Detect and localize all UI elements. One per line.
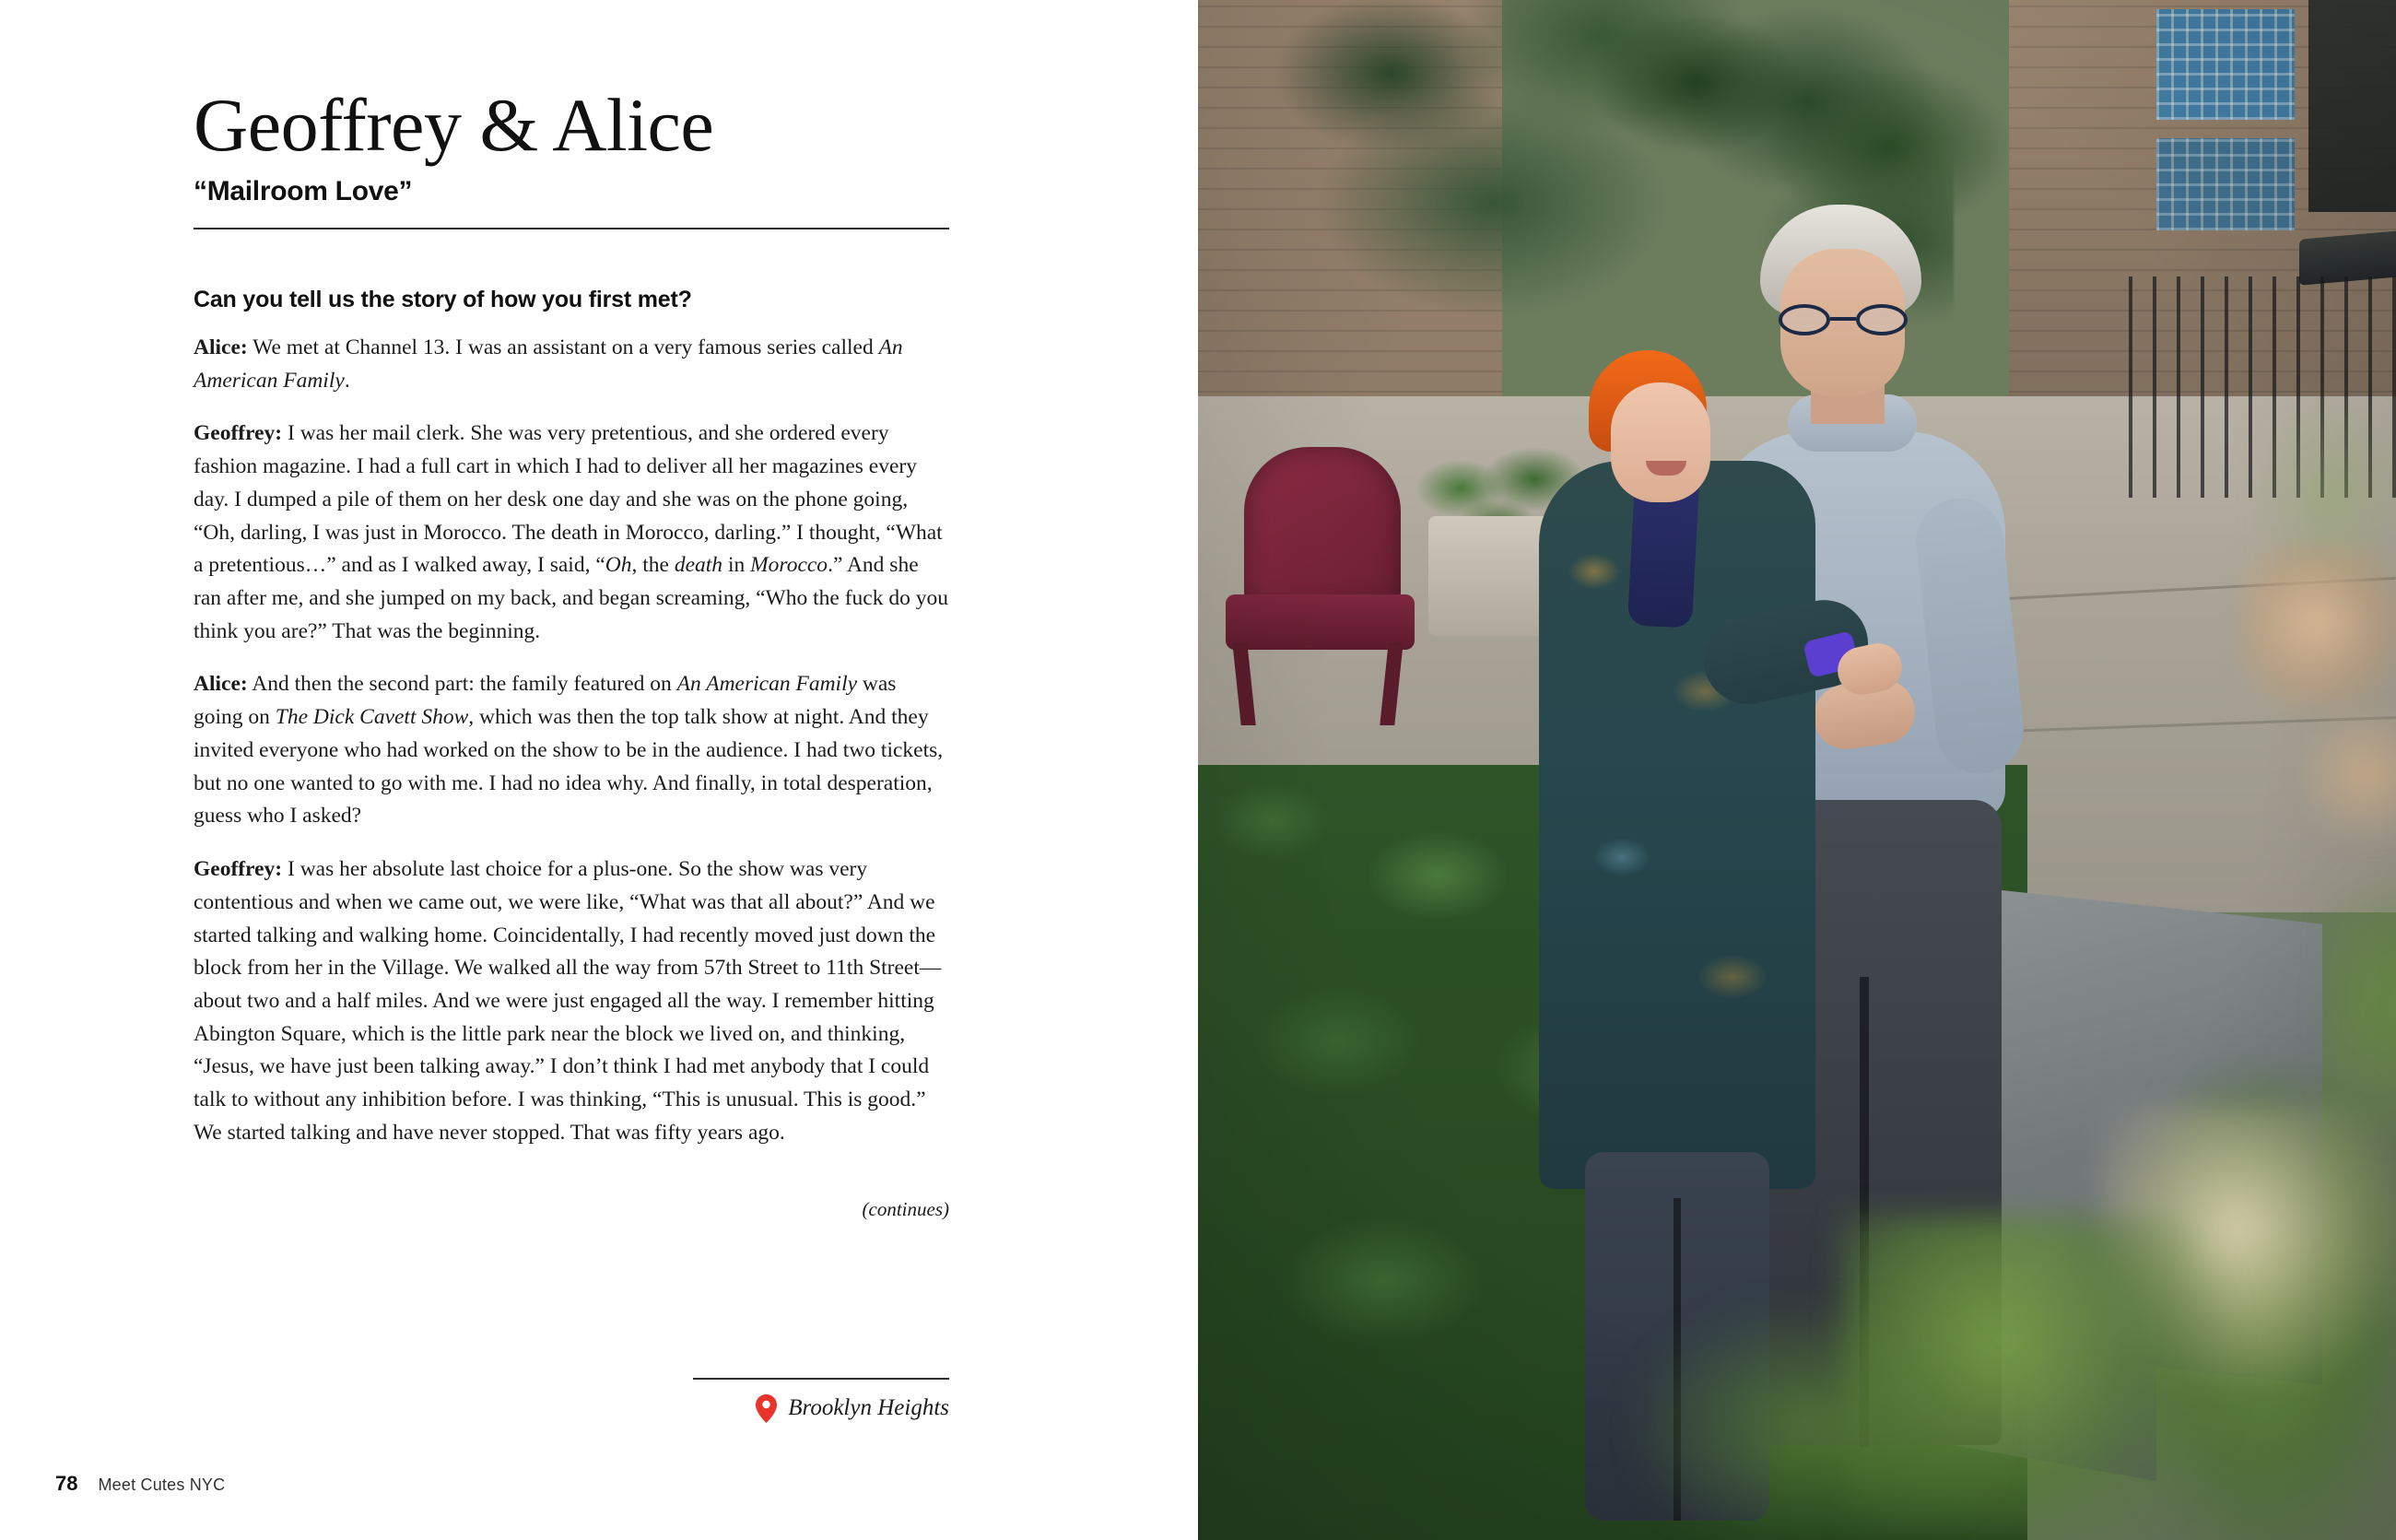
answer-paragraph <box>194 853 949 1149</box>
text-run: , which was then the top talk show at night. And they invited everyone who had worked on the show to be in the audience. I had two tickets, but no one wanted to go with me. I had no idea why. And finally, in total desperation, guess who I asked? <box>194 705 944 829</box>
photo-vignette <box>1198 0 2396 1540</box>
text-run: in <box>722 553 751 578</box>
location-divider <box>693 1378 949 1380</box>
text-run: And then the second part: the family featured on <box>247 672 677 697</box>
story-text-column <box>194 83 949 1221</box>
answer-paragraph <box>194 668 949 833</box>
text-run: .” And she ran after me, and she jumped on my back, and began screaming, “Who the fuck do you think you are?” That was the beginning. <box>194 553 948 643</box>
couple-photograph <box>1198 0 2396 1540</box>
location-block <box>194 1378 949 1423</box>
page-footer <box>55 1472 225 1496</box>
italic-run: death <box>674 553 723 578</box>
text-run: . <box>344 368 350 393</box>
italic-run: An American Family <box>676 672 858 697</box>
continues-note: (continues) <box>862 1197 949 1220</box>
italic-run: The Dick Cavett Show <box>275 705 469 730</box>
story-subtitle: “Mailroom Love” <box>194 176 413 206</box>
interview-answers <box>194 332 949 1150</box>
answer-paragraph <box>194 417 949 648</box>
page-title: Geoffrey & Alice <box>194 83 714 167</box>
italic-run: Morocco <box>750 553 828 578</box>
italic-run: An American Family <box>194 335 903 393</box>
location-name: Brooklyn Heights <box>788 1395 949 1420</box>
map-pin-icon <box>756 1394 777 1423</box>
speaker-label: Alice: <box>194 335 248 359</box>
speaker-label: Alice: <box>194 672 248 697</box>
right-page <box>1198 0 2396 1540</box>
speaker-label: Geoffrey: <box>194 421 283 446</box>
book-title: Meet Cutes NYC <box>98 1475 226 1494</box>
text-run: , the <box>631 553 675 578</box>
text-run: I was her absolute last choice for a plus-one. So the show was very contentious and when we came out, we were like, “What was that all about?” And we started talking and walking home. Coincidentally, I had recently moved just down the block from her in the Village. We walked all the way from 57th Street to 11th Street—about two and a half miles. And we were just engaged all the way. I remember hitting Abington Square, which is the little park near the block we lived on, and thinking, “Jesus, we have just been talking away.” I don’t think I had met anybody that I could talk to without any inhibition before. I was thinking, “This is unusual. This is good.” We started talking and have never stopped. That was fifty years ago. <box>194 857 942 1145</box>
text-run: We met at Channel 13. I was an assistant on a very famous series called <box>247 335 879 359</box>
interview-question: Can you tell us the story of how you first met? <box>194 287 692 312</box>
text-run: was going on <box>194 672 897 730</box>
speaker-label: Geoffrey: <box>194 857 283 882</box>
italic-run: Oh <box>605 553 632 578</box>
text-run: I was her mail clerk. She was very pretentious, and she ordered every fashion magazine. I had a full cart in which I had to deliver all her magazines every day. I dumped a pile of them on her desk one day and she was on the phone going, “Oh, darling, I was just in Morocco. The death in Morocco, darling.” I thought, “What a pretentious…” and as I walked away, I said, “ <box>194 421 943 578</box>
title-divider <box>194 228 949 229</box>
answer-paragraph <box>194 332 949 397</box>
page-number: 78 <box>55 1472 78 1495</box>
